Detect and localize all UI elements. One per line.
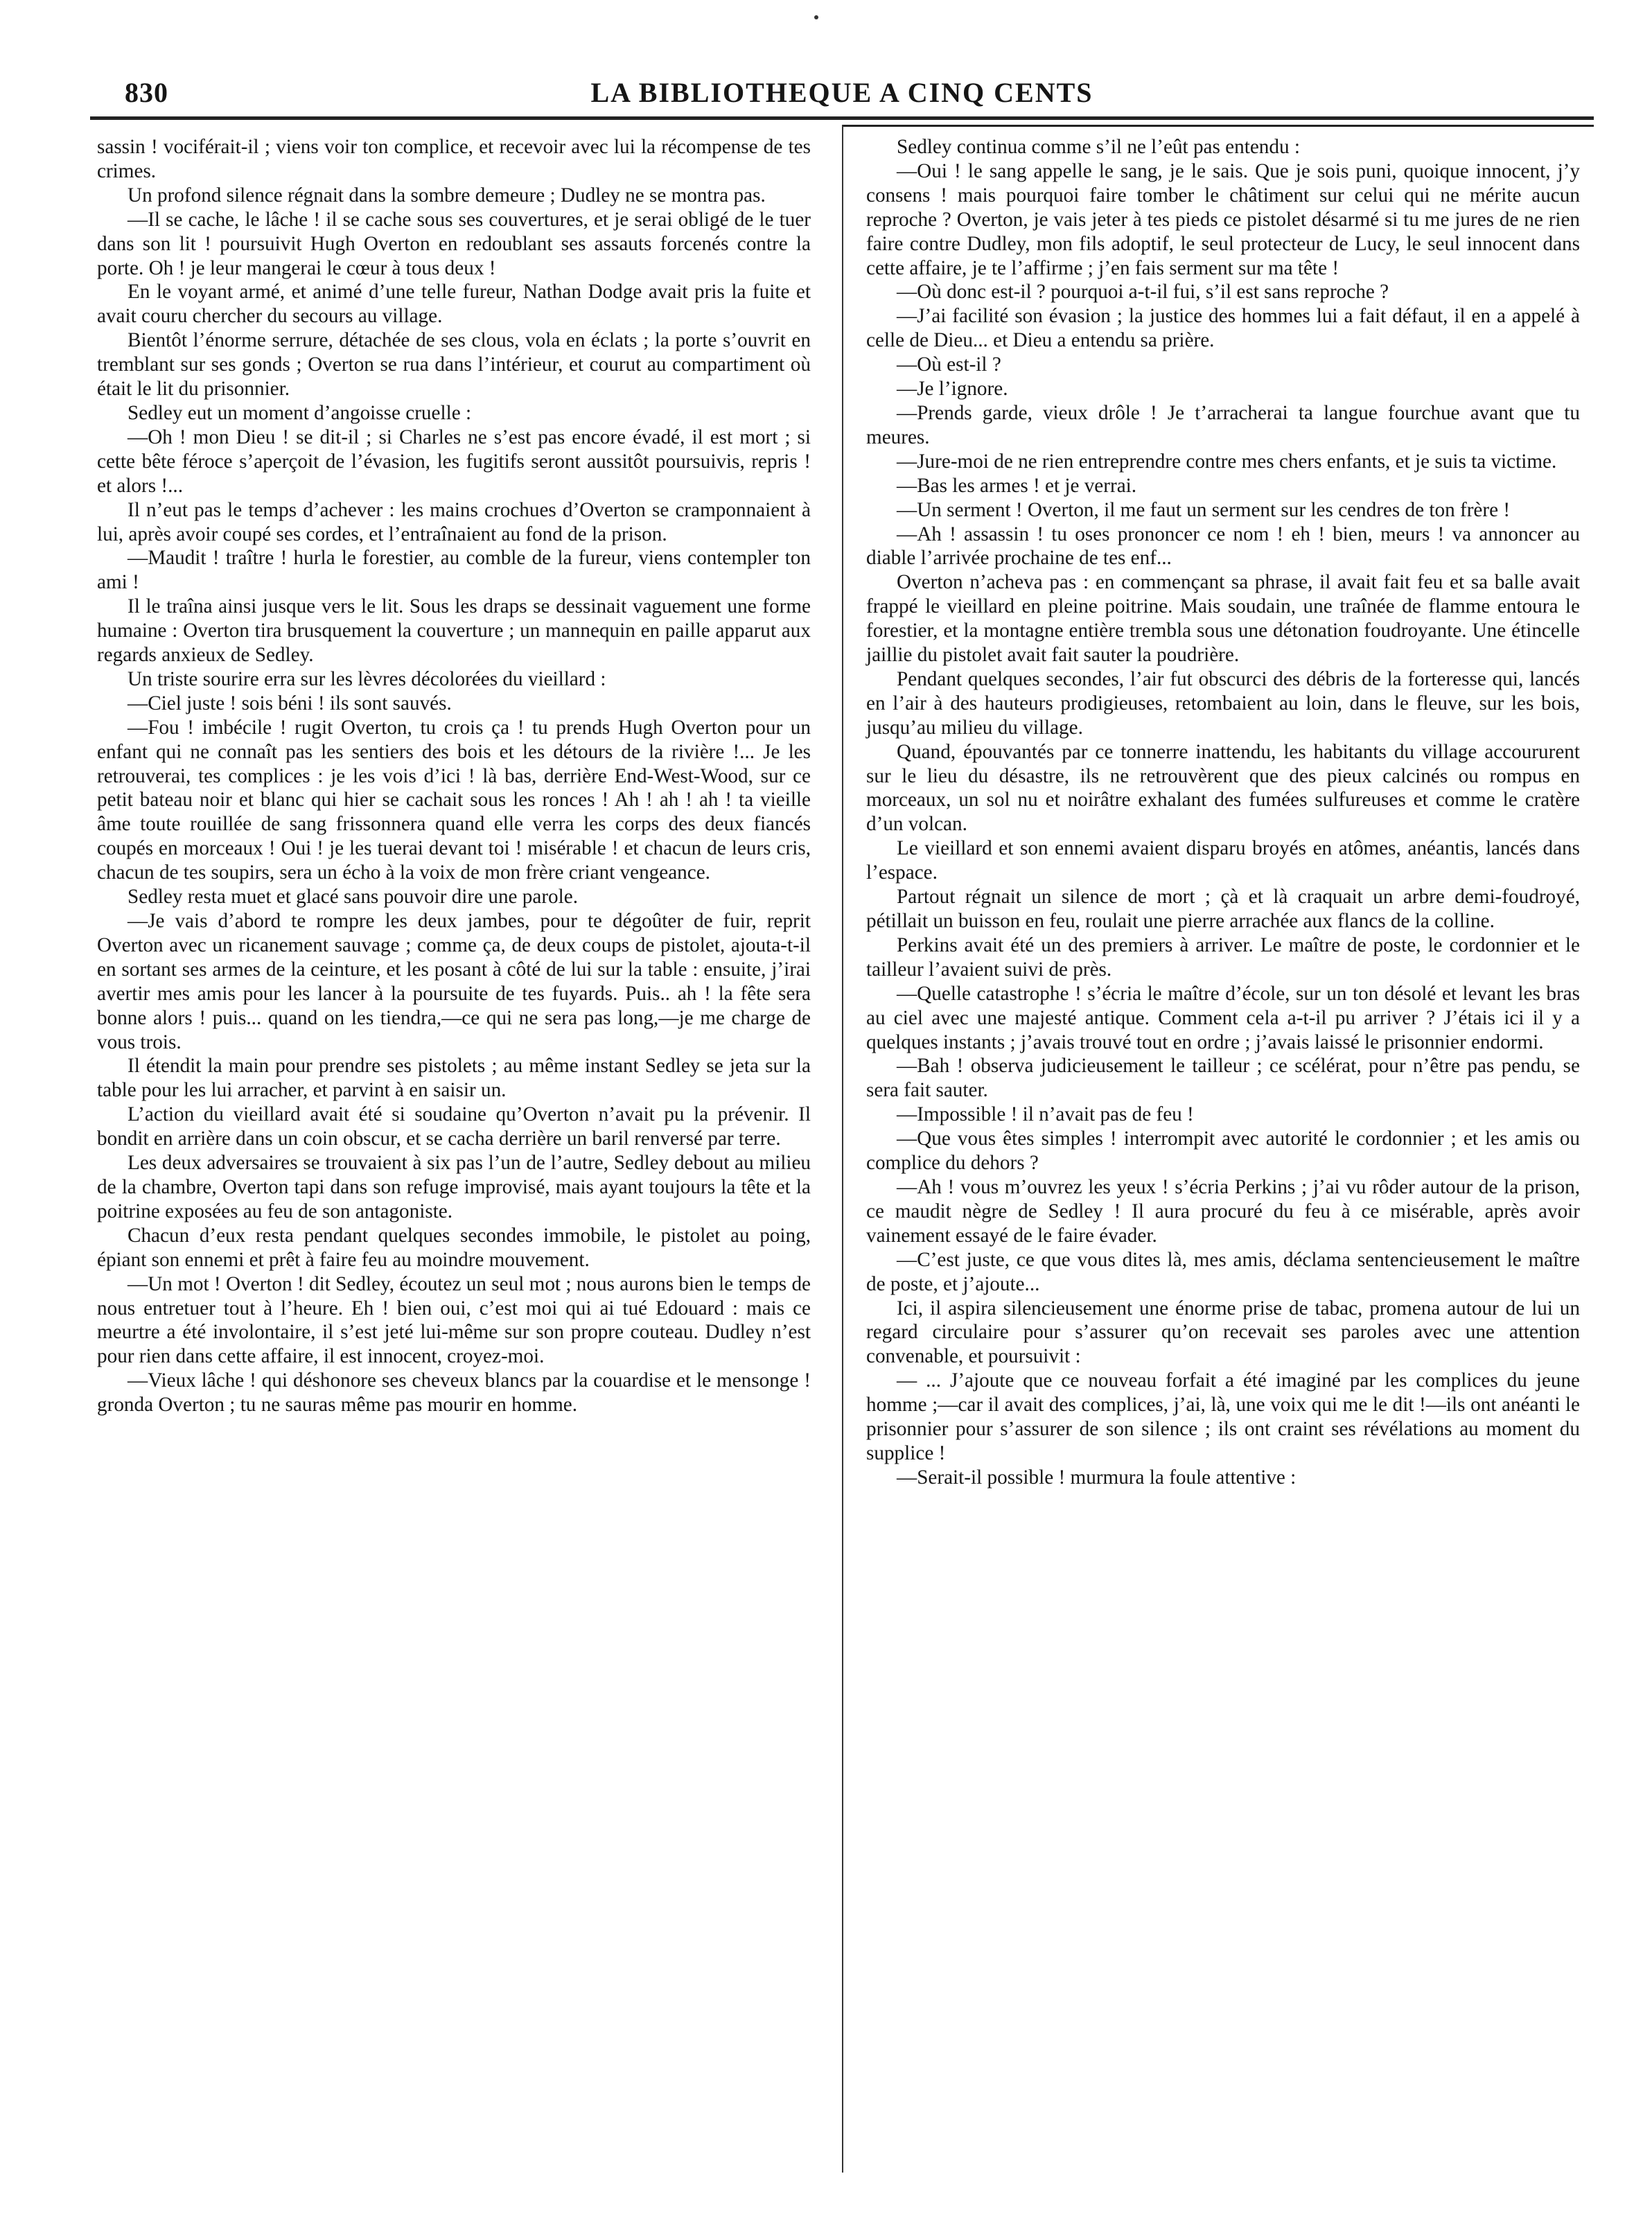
- paragraph: —Impossible ! il n’avait pas de feu !: [897, 1103, 1194, 1126]
- paragraph: —Où donc est-il ? pourquoi a-t-il fui, s’il est sans reproche ?: [897, 281, 1389, 304]
- paragraph: sassin ! vociférait-il ; viens voir ton complice, et recevoir avec lui la récompense de tes crimes.: [97, 136, 811, 182]
- paragraph: Un triste sourire erra sur les lèvres décolorées du vieillard :: [128, 667, 606, 690]
- paragraph: —J’ai facilité son évasion ; la justice des hommes lui a fait défaut, il en a appelé à celle de Dieu... et Dieu a entendu sa prière.: [866, 305, 1580, 352]
- paragraph: —Que vous êtes simples ! interrompit avec autorité le cordonnier ; et les amis ou complice du dehors ?: [866, 1128, 1580, 1175]
- paragraph: Overton n’acheva pas : en commençant sa phrase, il avait fait feu et sa balle avait frappé le vieillard en pleine poitrine. Mais soudain, une traînée de flamme entoura le forestier, et la montagne entière trembla sous une détonation foudroyante. Une étincelle jaillie du pistolet avait fait sauter la poudrière.: [866, 571, 1580, 667]
- paragraph: —Un mot ! Overton ! dit Sedley, écoutez un seul mot ; nous aurons bien le temps de nous entretuer tout à l’heure. Eh ! bien oui, c’est moi qui ai tué Edouard : mais ce meurtre a été involontaire, il s’est jeté lui-même sur son propre couteau. Dudley n’est pour rien dans cette affaire, il est innocent, croyez-moi.: [97, 1272, 811, 1368]
- paragraph: Les deux adversaires se trouvaient à six pas l’un de l’autre, Sedley debout au milieu de la chambre, Overton tapi dans son refuge improvisé, mais ayant toujours la tête et la poitrine exposées au feu de son antagoniste.: [97, 1152, 811, 1222]
- paragraph: —Prends garde, vieux drôle ! Je t’arracherai ta langue fourchue avant que tu meures.: [866, 401, 1580, 448]
- paragraph: Le vieillard et son ennemi avaient disparu broyés en atômes, anéantis, lancés dans l’espace.: [866, 837, 1580, 884]
- paragraph: —Oh ! mon Dieu ! se dit-il ; si Charles ne s’est pas encore évadé, il est mort ; si cette bête féroce s’aperçoit de l’évasion, les fugitifs seront aussitôt poursuivis, repris ! et alors !...: [97, 426, 811, 497]
- running-head: [90, 76, 1594, 118]
- paragraph: —Serait-il possible ! murmura la foule attentive :: [897, 1466, 1297, 1489]
- paragraph: Perkins avait été un des premiers à arriver. Le maître de poste, le cordonnier et le tailleur l’avaient suivi de près.: [866, 933, 1580, 981]
- paragraph: Pendant quelques secondes, l’air fut obscurci des débris de la forteresse qui, lancés en l’air à des hauteurs prodigieuses, retombaient au loin, dans le fleuve, sur les bois, jusqu’au milieu du village.: [866, 667, 1580, 739]
- paragraph: —Bah ! observa judicieusement le tailleur ; ce scélérat, pour n’être pas pendu, se sera fait sauter.: [866, 1055, 1580, 1102]
- paragraph: —Maudit ! traître ! hurla le forestier, au comble de la fureur, viens contempler ton ami !: [97, 547, 811, 594]
- paragraph: Sedley resta muet et glacé sans pouvoir dire une parole.: [128, 886, 579, 909]
- paragraph: Partout régnait un silence de mort ; çà et là craquait un arbre demi-foudroyé, pétillait un buisson en feu, roulait une pierre arrachée aux flancs de la colline.: [866, 886, 1580, 932]
- paragraph: —Je vais d’abord te rompre les deux jambes, pour te dégoûter de fuir, reprit Overton avec un ricanement sauvage ; comme ça, de deux coups de pistolet, ajouta-t-il en sortant ses armes de la ceinture, et les posant à côté de lui sur la table : ensuite, j’irai avertir mes amis pour les lancer à la poursuite de tes fuyards. Puis.. ah ! la fête sera bonne alors ! puis... quand on les tiendra,—ce qui ne sera pas long,—je me charge de vous trois.: [97, 910, 811, 1053]
- paragraph: —Où est-il ?: [897, 353, 1001, 376]
- paragraph: Sedley continua comme s’il ne l’eût pas entendu :: [897, 136, 1300, 158]
- paragraph: Quand, épouvantés par ce tonnerre inattendu, les habitants du village accoururent sur le lieu du désastre, ils ne retrouvèrent que des pieux calcinés ou rompus en morceaux, un sol nu et noirâtre exhalant des fumées sulfureuses et comme le cratère d’un volcan.: [866, 740, 1580, 836]
- paragraph: Sedley eut un moment d’angoisse cruelle :: [128, 401, 472, 424]
- column-divider: [842, 125, 843, 2173]
- paragraph: Il étendit la main pour prendre ses pistolets ; au même instant Sedley se jeta sur la table pour les lui arracher, et parvint à en saisir un.: [97, 1055, 811, 1102]
- print-speck: [814, 15, 818, 19]
- paragraph: —Ah ! assassin ! tu oses prononcer ce nom ! eh ! bien, meurs ! va annoncer au diable l’arrivée prochaine de tes enf...: [866, 523, 1580, 570]
- paragraph: Ici, il aspira silencieusement une énorme prise de tabac, promena autour de lui un regard circulaire pour s’assurer qu’on recevait ses paroles avec une attention convenable, et poursuivit :: [866, 1297, 1580, 1368]
- paragraph: —Quelle catastrophe ! s’écria le maître d’école, sur un ton désolé et levant les bras au ciel avec une majesté antique. Comment cela a-t-il pu arriver ? J’étais ici il y a quelques instants ; j’avais trouvé tout en ordre ; j’avais laissé le prisonnier endormi.: [866, 982, 1580, 1053]
- header-rule: [90, 116, 1594, 120]
- paragraph: Chacun d’eux resta pendant quelques secondes immobile, le pistolet au poing, épiant son ennemi et prêt à faire feu au moindre mouvement.: [97, 1224, 811, 1271]
- paragraph: —Vieux lâche ! qui déshonore ses cheveux blancs par la couardise et le mensonge ! gronda Overton ; tu ne sauras même pas mourir en homme.: [97, 1369, 811, 1417]
- paragraph: —Fou ! imbécile ! rugit Overton, tu crois ça ! tu prends Hugh Overton pour un enfant qui ne connaît pas les sentiers des bois et les détours de la rivière !... Je les retrouverai, tes complices : je les vois d’ici ! là bas, derrière End-West-Wood, sur ce petit bateau noir et blanc qui hier se cachait sous les ronces ! Ah ! ah ! ah ! ta vieille âme toute rouillée de sang frissonnera quand elle verra les corps des deux fiancés coupés en morceaux ! Oui ! je les tuerai devant toi ! misérable ! et chacun de leurs cris, chacun de tes soupirs, sera un écho à la voix de mon frère criant vengeance.: [97, 716, 811, 884]
- paragraph: —Oui ! le sang appelle le sang, je le sais. Que je sois puni, quoique innocent, j’y consens ! mais pourquoi faire tomber le châtiment sur celui qui ne mérite aucun reproche ? Overton, je vais jeter à tes pieds ce pistolet désarmé si tu me jures de ne rien faire contre Dudley, mon fils adoptif, le seul protecteur de Lucy, le seul innocent dans cette affaire, je te l’affirme ; j’en fais serment sur ma tête !: [866, 159, 1580, 279]
- paragraph: Bientôt l’énorme serrure, détachée de ses clous, vola en éclats ; la porte s’ouvrit en tremblant sur ses gonds ; Overton se rua dans l’intérieur, et courut au compartiment où était le lit du prisonnier.: [97, 329, 811, 401]
- paragraph: —Il se cache, le lâche ! il se cache sous ses couvertures, et je serai obligé de le tuer dans son lit ! poursuivit Hugh Overton en redoublant ses assauts forcenés contre la porte. Oh ! je leur mangerai le cœur à tous deux !: [97, 208, 811, 279]
- paragraph: —Jure-moi de ne rien entreprendre contre mes chers enfants, et je suis ta victime.: [897, 450, 1557, 473]
- left-column: [97, 135, 811, 1417]
- paragraph: Un profond silence régnait dans la sombre demeure ; Dudley ne se montra pas.: [128, 184, 766, 207]
- paragraph: —Ah ! vous m’ouvrez les yeux ! s’écria Perkins ; j’ai vu rôder autour de la prison, ce maudit nègre de Sedley ! Il aura procuré du feu à ce misérable, après avoir vainement essayé de le faire évader.: [866, 1175, 1580, 1247]
- paragraph: —Un serment ! Overton, il me faut un serment sur les cendres de ton frère !: [897, 498, 1511, 521]
- header-rule-secondary: [842, 125, 1594, 127]
- paragraph: —Je l’ignore.: [897, 378, 1008, 401]
- paragraph: —Ciel juste ! sois béni ! ils sont sauvés.: [128, 692, 452, 714]
- paragraph: L’action du vieillard avait été si soudaine qu’Overton n’avait pu la prévenir. Il bondit en arrière dans un coin obscur, et se cacha derrière un baril renversé par terre.: [97, 1103, 811, 1150]
- paragraph: Il le traîna ainsi jusque vers le lit. Sous les draps se dessinait vaguement une forme humaine : Overton tira brusquement la couverture ; un mannequin en paille apparut aux regards anxieux de Sedley.: [97, 595, 811, 667]
- paragraph: —Bas les armes ! et je verrai.: [897, 474, 1137, 497]
- paragraph: — ... J’ajoute que ce nouveau forfait a été imaginé par les complices du jeune homme ;—car il avait des complices, j’ai, là, une voix qui me le dit !—ils ont anéanti le prisonnier pour s’assurer de son silence ; ils ont craint ses révélations au moment du supplice !: [866, 1369, 1580, 1464]
- paragraph: Il n’eut pas le temps d’achever : les mains crochues d’Overton se cramponnaient à lui, après avoir coupé ses cordes, et l’entraînaient au fond de la prison.: [97, 498, 811, 545]
- paragraph: En le voyant armé, et animé d’une telle fureur, Nathan Dodge avait pris la fuite et avait couru chercher du secours au village.: [97, 281, 811, 328]
- right-column: [866, 135, 1580, 1490]
- page: [90, 42, 1594, 2190]
- journal-title: LA BIBLIOTHEQUE A CINQ CENTS: [590, 77, 1093, 108]
- page-number: 830: [125, 77, 168, 108]
- paragraph: —C’est juste, ce que vous dites là, mes amis, déclama sentencieusement le maître de poste, et j’ajoute...: [866, 1248, 1580, 1295]
